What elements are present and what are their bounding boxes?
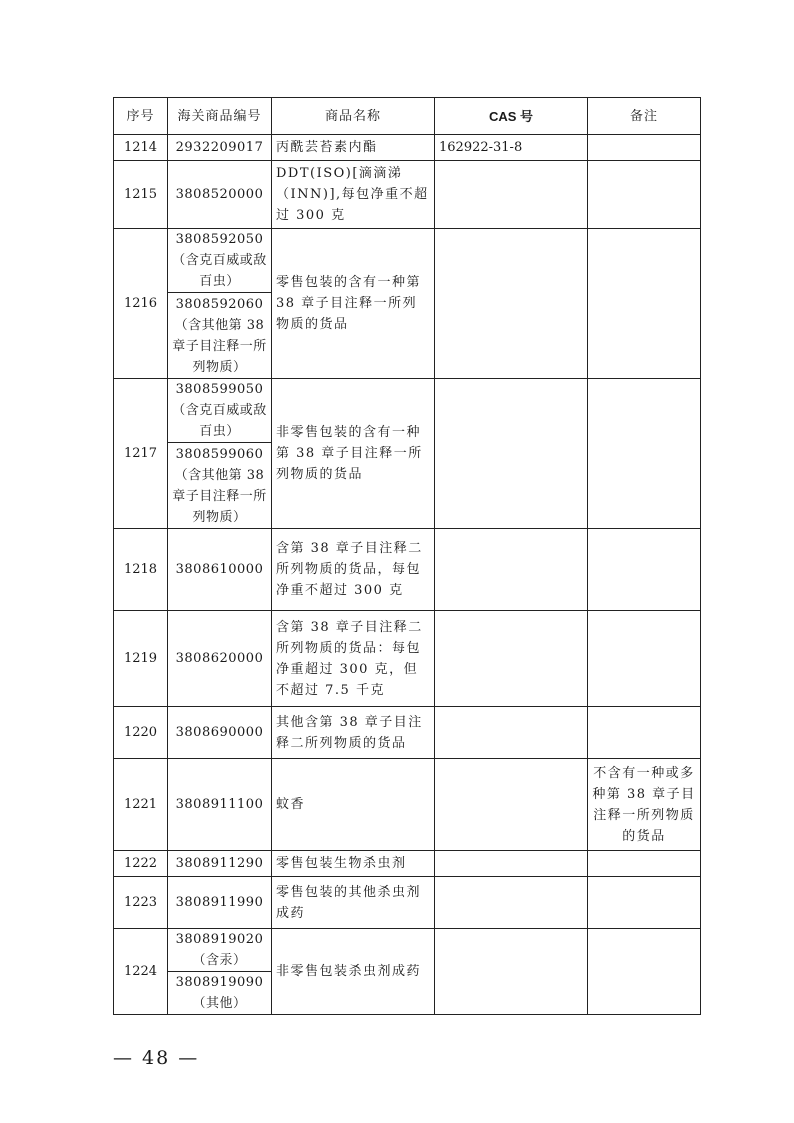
code-cell: 3808599050（含克百威或敌百虫）: [168, 379, 272, 443]
name-cell: 蚊香: [272, 759, 435, 851]
header-row: [114, 98, 701, 135]
code-cell: 3808690000: [168, 707, 272, 759]
commodity-table: [113, 97, 701, 1015]
name-cell: 非零售包装的含有一种第 38 章子目注释一所列物质的货品: [272, 379, 435, 529]
remark-cell: [588, 877, 701, 929]
cas-cell: [435, 529, 588, 611]
table-row: [114, 759, 701, 851]
code-cell: 3808911100: [168, 759, 272, 851]
code-cell: 3808599060（含其他第 38 章子目注释一所列物质）: [168, 443, 272, 529]
cas-cell: [435, 161, 588, 229]
remark-cell: [588, 379, 701, 529]
seq-cell: 1218: [114, 529, 168, 611]
remark-cell: [588, 229, 701, 379]
header-cas: CAS 号: [435, 98, 588, 135]
cas-cell: [435, 379, 588, 529]
seq-cell: 1214: [114, 135, 168, 161]
remark-cell: [588, 851, 701, 877]
remark-cell: 不含有一种或多种第 38 章子目注释一所列物质的货品: [588, 759, 701, 851]
name-cell: 含第 38 章子目注释二所列物质的货品，每包净重不超过 300 克: [272, 529, 435, 611]
seq-cell: 1220: [114, 707, 168, 759]
table-row: [114, 135, 701, 161]
code-cell: 2932209017: [168, 135, 272, 161]
cas-cell: [435, 929, 588, 1015]
header-name: 商品名称: [272, 98, 435, 135]
seq-cell: 1221: [114, 759, 168, 851]
seq-cell: 1216: [114, 229, 168, 379]
table-row: [114, 161, 701, 229]
code-cell: 3808911290: [168, 851, 272, 877]
table-row: [114, 707, 701, 759]
remark-cell: [588, 611, 701, 707]
name-cell: 零售包装生物杀虫剂: [272, 851, 435, 877]
table-row: [114, 851, 701, 877]
table-row: [114, 877, 701, 929]
cas-cell: [435, 877, 588, 929]
code-cell: 3808919020（含汞）: [168, 929, 272, 972]
table-row: [114, 229, 701, 293]
cas-cell: [435, 759, 588, 851]
seq-cell: 1222: [114, 851, 168, 877]
cas-cell: 162922-31-8: [435, 135, 588, 161]
code-cell: 3808592060（含其他第 38 章子目注释一所列物质）: [168, 293, 272, 379]
code-cell: 3808919090（其他）: [168, 972, 272, 1015]
name-cell: DDT(ISO)[滴滴涕（INN)],每包净重不超过 300 克: [272, 161, 435, 229]
table-row: [114, 611, 701, 707]
code-cell: 3808592050（含克百威或敌百虫）: [168, 229, 272, 293]
code-cell: 3808610000: [168, 529, 272, 611]
seq-cell: 1217: [114, 379, 168, 529]
name-cell: 丙酰芸苔素内酯: [272, 135, 435, 161]
name-cell: 其他含第 38 章子目注释二所列物质的货品: [272, 707, 435, 759]
remark-cell: [588, 929, 701, 1015]
page-number: — 48 —: [113, 1047, 200, 1069]
table-row: [114, 929, 701, 972]
code-cell: 3808520000: [168, 161, 272, 229]
name-cell: 零售包装的其他杀虫剂成药: [272, 877, 435, 929]
code-cell: 3808911990: [168, 877, 272, 929]
cas-cell: [435, 707, 588, 759]
code-cell: 3808620000: [168, 611, 272, 707]
header-remark: 备注: [588, 98, 701, 135]
header-hs-code: 海关商品编号: [168, 98, 272, 135]
seq-cell: 1223: [114, 877, 168, 929]
seq-cell: 1215: [114, 161, 168, 229]
table-row: [114, 529, 701, 611]
cas-cell: [435, 611, 588, 707]
header-seq: 序号: [114, 98, 168, 135]
cas-cell: [435, 229, 588, 379]
name-cell: 非零售包装杀虫剂成药: [272, 929, 435, 1015]
cas-cell: [435, 851, 588, 877]
remark-cell: [588, 161, 701, 229]
remark-cell: [588, 707, 701, 759]
name-cell: 含第 38 章子目注释二所列物质的货品：每包净重超过 300 克，但不超过 7.5 千克: [272, 611, 435, 707]
table-row: [114, 379, 701, 443]
remark-cell: [588, 135, 701, 161]
name-cell: 零售包装的含有一种第 38 章子目注释一所列物质的货品: [272, 229, 435, 379]
seq-cell: 1219: [114, 611, 168, 707]
seq-cell: 1224: [114, 929, 168, 1015]
remark-cell: [588, 529, 701, 611]
